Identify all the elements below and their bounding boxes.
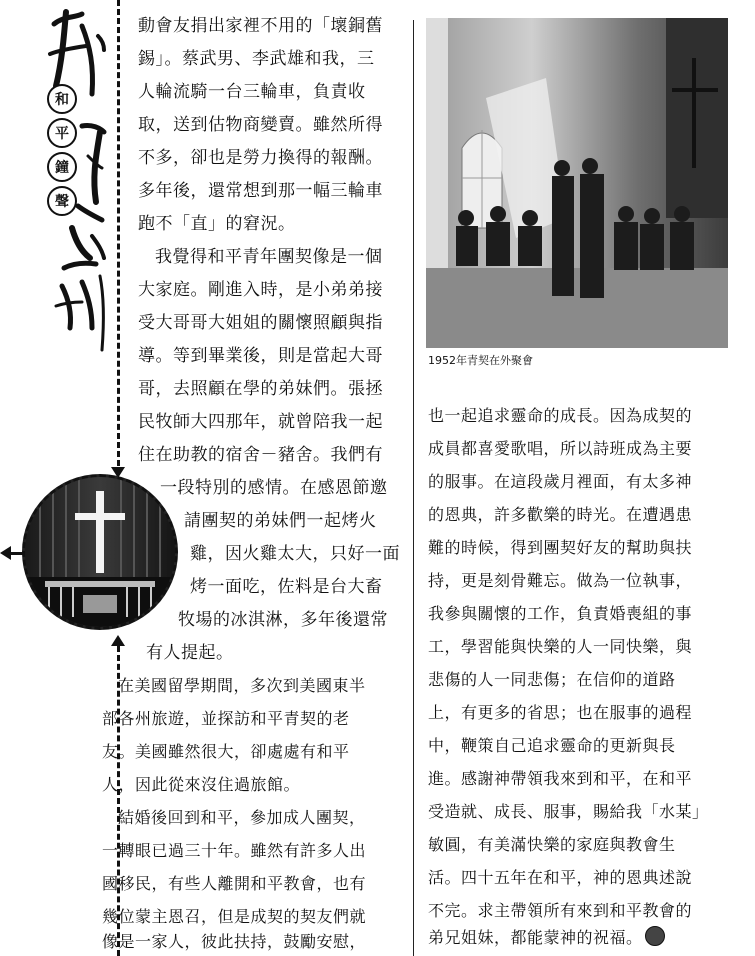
text-line: 敏圓，有美滿快樂的家庭與教會生	[428, 835, 676, 854]
text-line: 一轉眼已過三十年。雖然有許多人出	[102, 841, 367, 860]
seal-char: 鐘	[47, 152, 77, 182]
cross-icon	[25, 477, 175, 627]
text-line: 部各州旅遊，並探訪和平青契的老	[102, 709, 350, 728]
text-line: 住在助教的宿舍－豬舍。我們有	[138, 445, 383, 465]
seal-char: 聲	[47, 186, 77, 216]
text-line: 導。等到畢業後，則是當起大哥	[138, 346, 383, 366]
text-line: 我覺得和平青年團契像是一個	[155, 247, 383, 267]
dashed-line-top	[117, 0, 120, 466]
text-line: 不多，卻也是勞力換得的報酬。	[138, 148, 383, 168]
text-line: 成員都喜愛歌唱，所以詩班成為主要	[428, 439, 693, 458]
text-line: 國移民，有些人離開和平教會，也有	[102, 874, 367, 893]
text-line: 也一起追求靈命的成長。因為成契的	[428, 406, 693, 425]
text-line: 民牧師大四那年，就曾陪我一起	[138, 412, 383, 432]
text-line: 悲傷的人一同悲傷；在信仰的道路	[428, 670, 676, 689]
text-line: 我參與關懷的工作，負責婚喪組的事	[428, 604, 693, 623]
text-line: 請團契的弟妹們一起烤火	[184, 511, 377, 531]
seal-char: 平	[47, 118, 77, 148]
text-line: 人，因此從來沒住過旅館。	[102, 775, 301, 794]
text-line: 取，送到估物商變賣。雖然所得	[138, 115, 383, 135]
seal-char: 和	[47, 84, 77, 114]
text-line: 動會友捐出家裡不用的「壞銅舊	[138, 16, 383, 36]
text-line: 活。四十五年在和平，神的恩典述說	[428, 868, 693, 887]
text-line: 結婚後回到和平，參加成人團契，	[118, 808, 366, 827]
column-divider	[413, 20, 414, 956]
text-line: 不完。求主帶領所有來到和平教會的	[428, 901, 693, 920]
text-line: 多年後，還常想到那一幅三輪車	[138, 181, 383, 201]
arrow-up-icon	[111, 635, 125, 646]
text-line: 友。美國雖然很大，卻處處有和平	[102, 742, 350, 761]
text-line: 哥，去照顧在學的弟妹們。張拯	[138, 379, 383, 399]
text-line: 一段特別的感情。在感恩節邀	[160, 478, 388, 498]
text-line: 在美國留學期間，多次到美國東半	[118, 676, 366, 695]
text-line: 的服事。在這段歲月裡面，有太多神	[428, 472, 693, 491]
text-line: 牧場的冰淇淋，多年後還常	[178, 610, 388, 630]
text-line: 跑不「直」的窘況。	[138, 214, 296, 234]
text-line: 烤一面吃，佐料是台大畜	[190, 577, 383, 597]
photo-caption: 1952年青契在外聚會	[428, 354, 533, 367]
text-line: 受大哥哥大姐姐的關懷照顧與指	[138, 313, 383, 333]
text-line: 像是一家人，彼此扶持，鼓勵安慰，	[102, 932, 367, 951]
seal-column	[47, 84, 75, 220]
text-line-last	[428, 926, 665, 950]
text-line: 難的時候，得到團契好友的幫助與扶	[428, 538, 693, 557]
altar-cross-photo	[22, 474, 178, 630]
text-line: 進。感謝神帶領我來到和平，在和平	[428, 769, 693, 788]
text-line: 大家庭。剛進入時，是小弟弟接	[138, 280, 383, 300]
end-mark-icon	[645, 926, 665, 946]
text-line: 上，有更多的省思；也在服事的過程	[428, 703, 693, 722]
group-photo-1952	[426, 18, 728, 348]
text-line: 錫」。蔡武男、李武雄和我，三	[138, 49, 375, 69]
text-line: 工，學習能與快樂的人一同快樂，與	[428, 637, 693, 656]
text-line: 雞，因火雞太大，只好一面	[190, 544, 400, 564]
text-line: 有人提起。	[146, 643, 234, 663]
text-line: 受造就、成長、服事，賜給我「水某」	[428, 802, 709, 821]
text-line-last-text: 弟兄姐妹，都能蒙神的祝福。	[428, 928, 643, 947]
text-line: 幾位蒙主恩召，但是成契的契友們就	[102, 907, 367, 926]
text-line: 持，更是刻骨難忘。做為一位執事，	[428, 571, 693, 590]
text-line: 中，鞭策自己追求靈命的更新與長	[428, 736, 676, 755]
text-line: 人輪流騎一台三輪車，負責收	[138, 82, 366, 102]
text-line: 的恩典，許多歡樂的時光。在遭遇患	[428, 505, 693, 524]
